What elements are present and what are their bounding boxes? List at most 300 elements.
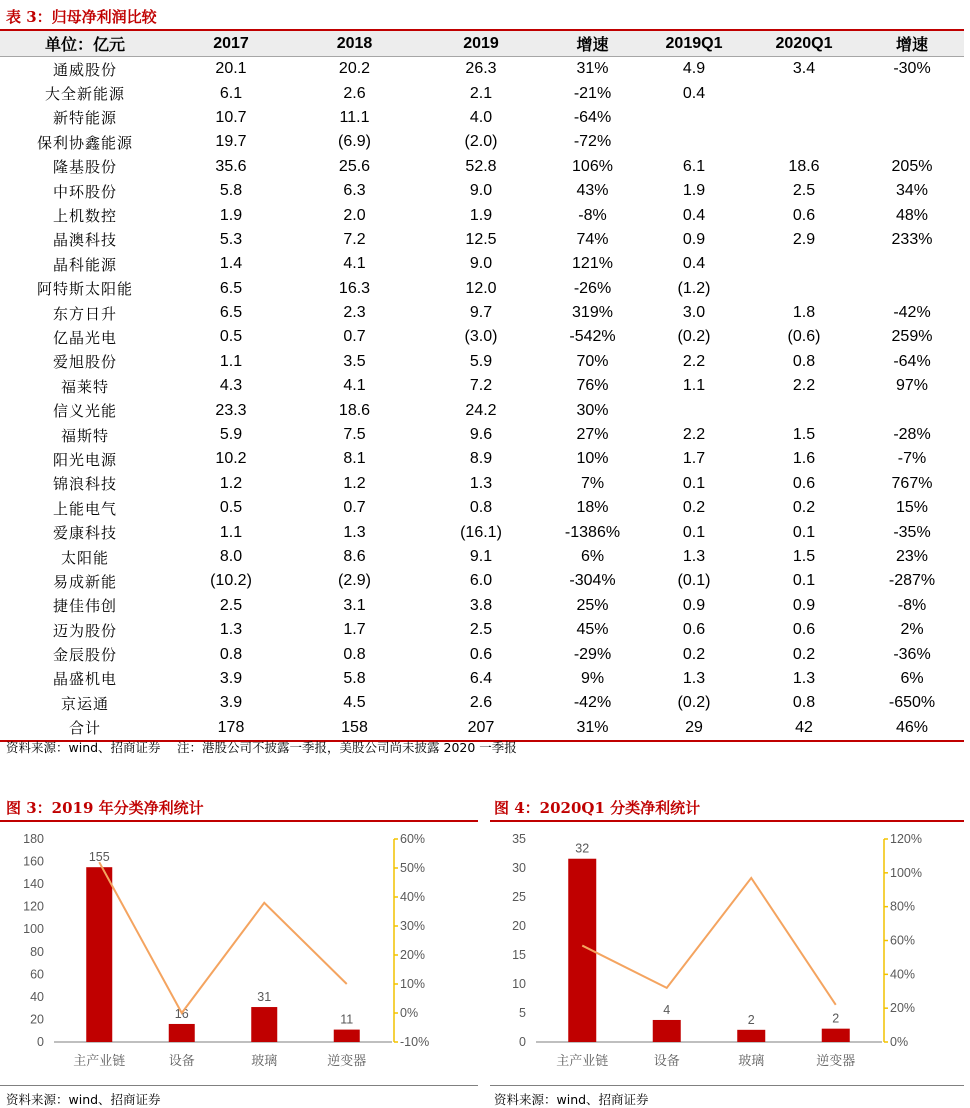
table-cell: 9.6 (469, 426, 493, 444)
table-row (0, 545, 964, 569)
table-cell: 1.3 (469, 474, 493, 492)
table-cell: 8.6 (343, 548, 366, 565)
net-profit-table (0, 29, 964, 742)
table-cell: 1.1 (219, 352, 243, 370)
table-cell: 121% (572, 255, 613, 273)
table-cell: 767% (891, 474, 933, 492)
y-tick-label: 20 (512, 919, 526, 933)
company-name-cell: 金辰股份 (52, 646, 117, 665)
table-cell: 42 (748, 716, 860, 741)
table-cell: 31% (545, 716, 640, 741)
table-cell: 10% (576, 450, 609, 468)
table-cell: 0.2 (682, 645, 706, 663)
y-tick-label: 20 (30, 1012, 44, 1027)
table-cell: 18.6 (338, 401, 371, 419)
table-cell: 0.2 (682, 499, 706, 517)
company-name-cell: 信义光能 (52, 402, 117, 421)
table-cell: (10.2) (210, 572, 252, 590)
table-cell: -8% (897, 596, 927, 614)
table-cell (748, 277, 860, 301)
table-header-cell: 2019 (417, 30, 545, 57)
company-name-cell: 大全新能源 (44, 85, 125, 104)
table-cell: 2.5 (469, 621, 493, 639)
table-cell: 43% (576, 182, 609, 200)
growth-line-series (99, 862, 347, 1013)
company-name-cell: 阿特斯太阳能 (36, 280, 133, 299)
table-cell: 0.1 (792, 572, 816, 590)
table-cell: 2.9 (792, 230, 816, 248)
x-tick-label: 玻璃 (251, 1053, 278, 1068)
table-cell: 6% (580, 548, 605, 565)
company-name-cell: 中环股份 (52, 182, 117, 201)
table-cell: 0.2 (792, 499, 816, 517)
table-row (0, 130, 964, 154)
data-label: 16 (174, 1006, 189, 1021)
table-row (0, 618, 964, 642)
table-cell: 5.8 (219, 182, 243, 200)
table-cell: 1.7 (682, 450, 706, 468)
table-cell: 1.1 (219, 523, 243, 541)
table-cell: 3.5 (343, 352, 366, 370)
y2-tick-label: 40% (400, 890, 426, 904)
table-cell: 5.9 (219, 426, 243, 444)
y2-tick-label: 60% (890, 933, 916, 948)
table-cell: 8.0 (219, 548, 243, 565)
table-cell: 0.8 (792, 352, 816, 370)
table-row (0, 228, 964, 252)
table-cell: 76% (576, 377, 609, 395)
table-cell (860, 277, 964, 301)
table-cell: 0.2 (792, 645, 816, 663)
table-cell: 178 (170, 716, 292, 741)
table-cell: (0.2) (677, 694, 711, 712)
table-cell: 2.6 (343, 84, 366, 102)
table-cell: 7.2 (469, 377, 493, 395)
table-row (0, 642, 964, 666)
table-cell: 5.8 (343, 669, 366, 687)
table-cell: 2.0 (343, 206, 366, 224)
y-tick-label: 100 (23, 922, 44, 937)
table-cell: 6.5 (219, 304, 243, 322)
figure4-chart (490, 822, 964, 1084)
table-cell (640, 398, 748, 422)
y2-tick-label: 60% (400, 832, 426, 846)
table-cell: 0.4 (682, 206, 706, 224)
table-cell (640, 106, 748, 130)
table-cell: -30% (893, 60, 931, 78)
y-tick-label: 80 (30, 944, 44, 959)
table-row (0, 447, 964, 471)
table-cell: 26.3 (465, 60, 497, 78)
table-cell: 9.1 (469, 548, 493, 565)
table-cell: 1.3 (682, 669, 706, 687)
company-name-cell: 京运通 (60, 694, 109, 713)
table-cell: 11.1 (339, 108, 370, 126)
table-cell: 8.1 (343, 450, 366, 468)
table-cell: 0.5 (219, 499, 243, 517)
table-cell: 2.3 (343, 304, 366, 322)
company-name-cell: 太阳能 (60, 548, 109, 567)
table-cell: 0.8 (469, 499, 493, 517)
figure4-title: 图 4：2020Q1 分类净利统计 (494, 799, 701, 817)
table-cell: -28% (893, 426, 931, 444)
table-cell (860, 81, 964, 105)
table-cell: 3.0 (682, 304, 706, 322)
table-cell: 18% (576, 499, 609, 517)
table-cell: 24.2 (465, 401, 497, 419)
bar (169, 1024, 195, 1042)
table-cell: 233% (891, 230, 933, 248)
table-cell: 35.6 (215, 157, 247, 175)
table-cell: 4.9 (682, 60, 706, 78)
x-tick-label: 设备 (653, 1053, 680, 1068)
table-cell: 1.3 (219, 621, 243, 639)
table-cell: 19.7 (215, 133, 247, 151)
table-cell: 3.8 (469, 596, 493, 614)
table-cell: 4.5 (343, 694, 366, 712)
table-cell: 1.9 (682, 182, 706, 200)
y2-tick-label: 80% (890, 899, 916, 914)
table-cell: -1386% (564, 523, 621, 541)
y2-tick-label: -10% (400, 1035, 430, 1049)
growth-line-series (582, 878, 836, 1005)
company-name-cell: 迈为股份 (52, 621, 117, 640)
figure3-title: 图 3：2019 年分类净利统计 (6, 799, 204, 817)
y2-tick-label: 20% (400, 948, 426, 962)
table-cell: -287% (888, 572, 936, 590)
table-cell: 0.8 (343, 645, 366, 663)
table-cell: 1.3 (343, 523, 366, 541)
table-row (0, 423, 964, 447)
table-row (0, 203, 964, 227)
table-cell: 15% (895, 499, 929, 517)
table-cell: 1.5 (792, 548, 816, 565)
y-tick-label: 40 (30, 989, 44, 1004)
x-tick-label: 逆变器 (816, 1053, 856, 1068)
table-note: 资料来源：wind、招商证券 注：港股公司不披露一季报，美股公司尚未披露 2020 一季报 (6, 740, 517, 755)
table-cell: 0.6 (792, 206, 816, 224)
table-cell: 0.1 (682, 474, 706, 492)
y-tick-label: 30 (512, 861, 526, 875)
table-cell: -42% (893, 304, 931, 322)
table-cell: 23% (895, 548, 929, 565)
table-cell: -26% (573, 279, 612, 297)
table-cell: -21% (573, 84, 612, 102)
table-cell: -29% (573, 645, 612, 663)
table-cell: 0.8 (792, 694, 816, 712)
table-cell: 6.0 (469, 572, 493, 590)
table-cell: 2.2 (792, 377, 816, 395)
table-cell (860, 130, 964, 154)
x-tick-label: 逆变器 (327, 1053, 367, 1068)
table-cell (860, 106, 964, 130)
table-row (0, 350, 964, 374)
table-cell: 158 (292, 716, 417, 741)
table-cell: 0.6 (792, 621, 816, 639)
table-cell (860, 398, 964, 422)
table-row (0, 179, 964, 203)
company-name-cell: 通威股份 (52, 60, 117, 79)
table-cell: 2.5 (219, 596, 243, 614)
table-row (0, 325, 964, 349)
table-cell: 4.1 (343, 255, 366, 273)
table-row (0, 106, 964, 130)
company-name-cell: 新特能源 (52, 109, 117, 128)
table-cell: 207 (417, 716, 545, 741)
table-row (0, 252, 964, 276)
table-cell: 45% (576, 621, 609, 639)
table-cell: -64% (573, 108, 612, 126)
table-cell (860, 252, 964, 276)
table-cell: 3.9 (219, 669, 243, 687)
table-cell: 1.6 (792, 450, 816, 468)
table-row (0, 594, 964, 618)
y-tick-label: 0 (37, 1035, 44, 1049)
company-name-cell: 锦浪科技 (52, 475, 117, 494)
table-row (0, 496, 964, 520)
table-cell: 46% (860, 716, 964, 741)
table-header-cell: 单位：亿元 (0, 30, 170, 57)
table-cell: 29 (640, 716, 748, 741)
table-cell: 31% (576, 60, 609, 78)
y2-tick-label: 20% (890, 1001, 916, 1016)
table-cell: 9.0 (469, 255, 493, 273)
company-name-cell: 捷佳伟创 (52, 597, 117, 616)
table-cell: 1.5 (792, 426, 816, 444)
table-cell: (0.2) (677, 328, 711, 346)
table-cell: 9.0 (469, 182, 493, 200)
table-cell: -36% (893, 645, 931, 663)
table-cell: (6.9) (338, 133, 371, 151)
table-cell: 6.4 (469, 669, 493, 687)
table-cell: 1.2 (343, 474, 366, 492)
table-cell: 5.9 (469, 352, 493, 370)
table-header-cell: 增速 (860, 30, 964, 57)
y-tick-label: 35 (512, 832, 526, 846)
table-cell: 20.1 (215, 60, 247, 78)
x-tick-label: 玻璃 (738, 1053, 765, 1068)
table-cell (748, 81, 860, 105)
table-cell: 259% (891, 328, 933, 346)
table-cell: 0.6 (792, 474, 816, 492)
table-cell: 1.2 (219, 474, 243, 492)
bar (334, 1030, 360, 1042)
table-cell: 6.1 (219, 84, 243, 102)
y2-tick-label: 10% (400, 977, 426, 991)
y2-tick-label: 0% (400, 1006, 419, 1020)
table-row (0, 691, 964, 715)
bar (653, 1020, 681, 1042)
table-row (0, 277, 964, 301)
table-cell: 1.7 (343, 621, 366, 639)
table-header-cell: 2017 (170, 30, 292, 57)
table-cell: 2.1 (469, 84, 493, 102)
y2-tick-label: 100% (890, 865, 922, 880)
table-cell: -304% (569, 572, 616, 590)
company-name-cell: 上机数控 (52, 207, 117, 226)
table-cell: 52.8 (465, 157, 497, 175)
figure3-bottom-rule (0, 1085, 478, 1086)
table-cell: (0.1) (677, 572, 711, 590)
bar (251, 1007, 277, 1042)
y-tick-label: 0 (519, 1035, 526, 1049)
table-cell: 27% (576, 426, 609, 444)
table-cell: -42% (573, 694, 612, 712)
company-name-cell: 福斯特 (60, 426, 109, 445)
table-cell: 106% (572, 157, 613, 175)
table-cell: 0.8 (219, 645, 243, 663)
table-cell: 205% (891, 157, 933, 175)
table-row (0, 667, 964, 691)
table-cell: 74% (576, 230, 609, 248)
y2-tick-label: 50% (400, 861, 426, 875)
table-cell (640, 130, 748, 154)
data-label: 2 (832, 1011, 840, 1026)
table-cell: (16.1) (460, 523, 502, 541)
table-cell: 3.1 (343, 596, 366, 614)
table-cell: 6% (900, 669, 924, 687)
table-row (0, 155, 964, 179)
company-name-cell: 爱旭股份 (52, 353, 117, 372)
table-cell: 3.4 (792, 60, 816, 78)
table-cell: 4.0 (469, 108, 493, 126)
company-name-cell: 亿晶光电 (52, 328, 117, 347)
figure4-bottom-rule (490, 1085, 964, 1086)
table-cell: -64% (893, 352, 931, 370)
table-cell: 2.5 (792, 182, 816, 200)
figure4-source: 资料来源：wind、招商证券 (494, 1092, 649, 1107)
bar (86, 867, 112, 1042)
company-name-cell: 易成新能 (52, 572, 117, 591)
table-cell: 0.1 (792, 523, 816, 541)
table-row (0, 472, 964, 496)
table-cell: 12.0 (465, 279, 497, 297)
table-cell: 18.6 (788, 157, 820, 175)
table-title: 表 3：归母净利润比较 (6, 8, 157, 26)
x-tick-label: 设备 (168, 1053, 195, 1068)
table-cell: 1.4 (219, 255, 243, 273)
table-header-cell: 2020Q1 (748, 30, 860, 57)
table-cell: 1.9 (219, 206, 243, 224)
table-cell: -7% (897, 450, 927, 468)
company-name-cell: 保利协鑫能源 (36, 133, 133, 152)
table-cell: -650% (888, 694, 936, 712)
table-cell: 1.3 (682, 548, 706, 565)
data-label: 32 (575, 841, 590, 856)
table-cell: 7.5 (343, 426, 366, 444)
table-cell: -35% (893, 523, 931, 541)
table-cell: 34% (895, 182, 929, 200)
y2-tick-label: 120% (890, 832, 922, 846)
table-cell: 16.3 (338, 279, 371, 297)
data-label: 31 (257, 990, 272, 1005)
company-name-cell: 阳光电源 (52, 450, 117, 469)
y-tick-label: 180 (23, 832, 44, 846)
table-header-cell: 增速 (545, 30, 640, 57)
table-cell: 25.6 (338, 157, 371, 175)
table-cell: 2.2 (682, 352, 706, 370)
table-cell: 25% (576, 596, 609, 614)
table-cell: 0.4 (682, 84, 706, 102)
x-tick-label: 主产业链 (73, 1053, 126, 1068)
y2-tick-label: 30% (400, 919, 426, 933)
table-row (0, 57, 964, 82)
x-tick-label: 主产业链 (556, 1053, 609, 1068)
table-row (0, 374, 964, 398)
company-name-cell: 晶科能源 (52, 255, 117, 274)
table-cell: 12.5 (465, 230, 497, 248)
table-cell: 1.1 (682, 377, 706, 395)
table-row (0, 81, 964, 105)
table-cell: 23.3 (215, 401, 247, 419)
table-header-row (0, 30, 964, 57)
table-cell: 2.2 (682, 426, 706, 444)
table-cell (748, 252, 860, 276)
table-cell: 0.7 (343, 499, 366, 517)
table-cell: -72% (573, 133, 612, 151)
y-tick-label: 25 (512, 890, 526, 904)
table-cell: -542% (569, 328, 616, 346)
table-cell (748, 106, 860, 130)
table-cell: (2.9) (338, 572, 371, 590)
table-cell: 0.6 (469, 645, 493, 663)
table-cell: 70% (576, 352, 609, 370)
table-row (0, 301, 964, 325)
table-cell: 9.7 (469, 304, 493, 322)
company-name-cell: 晶澳科技 (52, 231, 117, 250)
table-cell: 7% (580, 474, 605, 492)
figure3-source: 资料来源：wind、招商证券 (6, 1092, 161, 1107)
table-cell: 0.9 (682, 596, 706, 614)
table-cell (748, 398, 860, 422)
data-label: 4 (663, 1002, 671, 1017)
company-name-cell: 爱康科技 (52, 524, 117, 543)
table-cell: 6.5 (219, 279, 243, 297)
table-cell: (3.0) (464, 328, 498, 346)
y-tick-label: 120 (23, 899, 44, 914)
table-row (0, 569, 964, 593)
bar (737, 1030, 765, 1042)
table-cell: 10.7 (215, 108, 247, 126)
table-cell: 10.2 (215, 450, 247, 468)
company-name-cell: 福莱特 (60, 377, 109, 396)
table-cell: 1.8 (792, 304, 816, 322)
y-tick-label: 140 (23, 877, 44, 892)
table-cell: 2.6 (469, 694, 493, 712)
table-cell: 0.6 (682, 621, 706, 639)
table-cell: 3.9 (219, 694, 243, 712)
table-cell: (1.2) (677, 279, 711, 297)
table-header-cell: 2018 (292, 30, 417, 57)
table-cell: 30% (576, 401, 609, 419)
table-cell: 5.3 (219, 230, 243, 248)
table-cell: 48% (895, 206, 929, 224)
table-cell: 0.9 (792, 596, 816, 614)
table-cell: 1.3 (792, 669, 816, 687)
table-cell: 0.4 (682, 255, 706, 273)
table-cell: 0.1 (682, 523, 706, 541)
table-cell (748, 130, 860, 154)
table-cell: 7.2 (343, 230, 366, 248)
data-label: 2 (747, 1012, 755, 1027)
table-cell: 6.3 (343, 182, 366, 200)
y2-tick-label: 0% (890, 1035, 909, 1049)
data-label: 11 (340, 1012, 354, 1027)
table-row (0, 520, 964, 544)
table-cell: 0.7 (343, 328, 366, 346)
table-cell: 2% (900, 621, 924, 639)
company-name-cell: 合计 (0, 716, 170, 741)
